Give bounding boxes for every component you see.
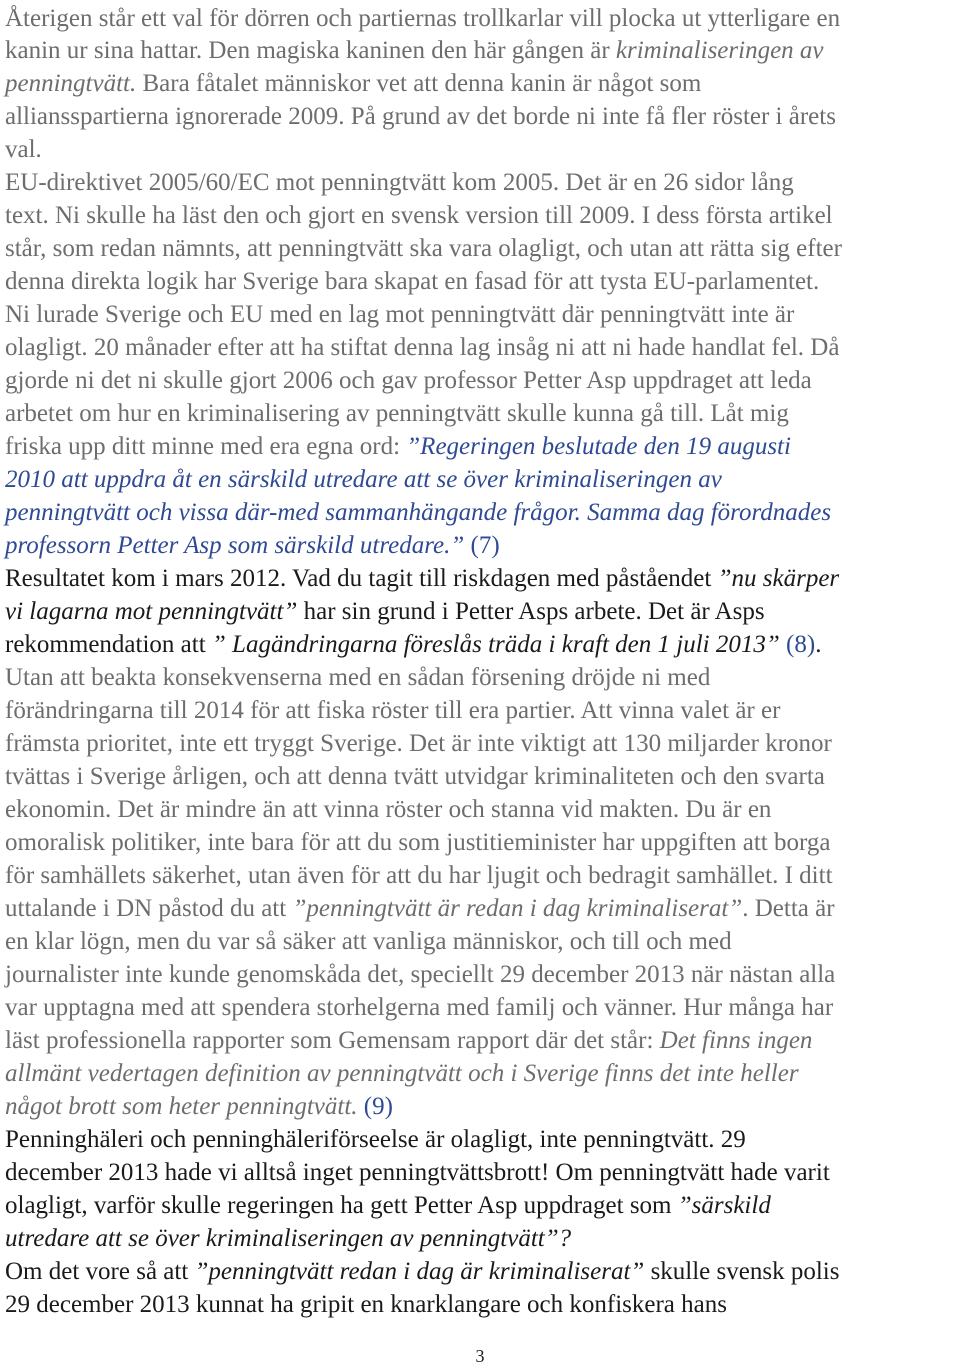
text-line bbox=[5, 530, 500, 562]
text-segment: EU-direktivet 2005/60/EC mot penningtvätt kom 2005. Det är en 26 sidor lång bbox=[5, 169, 794, 196]
text-line bbox=[5, 629, 821, 661]
reference-link[interactable]: professorn Petter Asp som särskild utredare.” bbox=[5, 532, 465, 559]
text-segment: rekommendation att bbox=[5, 631, 212, 658]
text-segment: olagligt, varför skulle regeringen ha gett Petter Asp uppdraget som bbox=[5, 1192, 678, 1219]
text-segment: står, som redan nämnts, att penningtvätt ska vara olagligt, och utan att rätta sig efter bbox=[5, 235, 842, 262]
text-line bbox=[5, 794, 771, 826]
text-segment: ”nu skärper bbox=[717, 565, 840, 592]
text-segment: Det finns ingen bbox=[659, 1027, 813, 1054]
text-line bbox=[5, 1190, 771, 1222]
text-segment: . Detta är bbox=[742, 895, 835, 922]
text-line bbox=[5, 992, 833, 1024]
text-segment: journalister inte kunde genomskåda det, speciellt 29 december 2013 när nästan alla bbox=[5, 961, 836, 988]
text-segment: en klar lögn, men du var så säker att vanliga människor, och till och med bbox=[5, 928, 732, 955]
text-line bbox=[5, 1256, 839, 1288]
text-line bbox=[5, 332, 839, 364]
text-segment: denna direkta logik har Sverige bara skapat en fasad för att tysta EU-parlamentet. bbox=[5, 268, 820, 295]
text-line bbox=[5, 1157, 830, 1189]
reference-link[interactable]: penningtvätt och vissa där-med sammanhängande frågor. Samma dag förordnades bbox=[5, 499, 832, 526]
text-segment: december 2013 hade vi alltså inget penningtvättsbrott! Om penningtvätt hade varit bbox=[5, 1159, 830, 1186]
text-segment: . bbox=[815, 631, 822, 658]
text-segment: Resultatet kom i mars 2012. Vad du tagit till riskdagen med påståendet bbox=[5, 565, 718, 592]
text-segment: vi lagarna mot penningtvätt” bbox=[5, 598, 298, 625]
reference-link[interactable]: (7) bbox=[464, 532, 500, 559]
text-line bbox=[5, 299, 794, 331]
text-line bbox=[5, 695, 780, 727]
text-segment: ”penningtvätt är redan i dag kriminaliserat” bbox=[292, 895, 743, 922]
page-number: 3 bbox=[475, 1346, 485, 1366]
text-segment: ”särskild bbox=[677, 1192, 771, 1219]
text-segment: omoralisk politiker, inte bara för att du som justitieminister har uppgiften att borga bbox=[5, 829, 831, 856]
text-segment: förändringarna till 2014 för att fiska röster till era partier. Att vinna valet är er bbox=[5, 697, 781, 724]
text-segment: friska upp ditt minne med era egna ord: bbox=[5, 433, 407, 460]
text-segment: Penninghäleri och penninghäleriförseelse är olagligt, inte penningtvätt. 29 bbox=[5, 1126, 746, 1153]
text-segment: val. bbox=[5, 136, 42, 163]
text-line bbox=[5, 1289, 727, 1321]
text-segment: var upptagna med att spendera storhelgerna med familj och vänner. Hur många har bbox=[5, 994, 834, 1021]
text-segment: Ni lurade Sverige och EU med en lag mot penningtvätt där penningtvätt inte är bbox=[5, 301, 795, 328]
text-segment: penningtvätt. bbox=[5, 70, 137, 97]
text-line bbox=[5, 1091, 393, 1123]
text-line bbox=[5, 497, 831, 529]
text-line bbox=[5, 761, 825, 793]
text-segment: har sin grund i Petter Asps arbete. Det är Asps bbox=[297, 598, 765, 625]
reference-link[interactable]: (8) bbox=[779, 631, 816, 658]
text-segment: olagligt. 20 månader efter att ha stiftat denna lag insåg ni att ni hade handlat fel. Då bbox=[5, 334, 840, 361]
text-line bbox=[5, 596, 765, 628]
text-line bbox=[5, 365, 812, 397]
text-line bbox=[5, 464, 722, 496]
reference-link[interactable]: 2010 att uppdra åt en särskild utredare att se över kriminaliseringen av bbox=[5, 466, 722, 493]
text-line bbox=[5, 398, 789, 430]
text-segment: Bara fåtalet människor vet att denna kanin är något som bbox=[136, 70, 702, 97]
reference-link[interactable]: ”Regeringen beslutade den 19 augusti bbox=[406, 433, 791, 460]
text-segment: Utan att beakta konsekvenserna med en sådan försening dröjde ni med bbox=[5, 664, 711, 691]
text-line bbox=[5, 563, 839, 595]
text-segment: Om det vore så att bbox=[5, 1258, 195, 1285]
text-segment: skulle svensk polis bbox=[644, 1258, 840, 1285]
text-line bbox=[5, 35, 824, 67]
text-line bbox=[5, 134, 42, 166]
text-segment: läst professionella rapporter som Gemensam rapport där det står: bbox=[5, 1027, 660, 1054]
text-line bbox=[5, 1223, 571, 1255]
text-segment: kanin ur sina hattar. Den magiska kaninen den här gången är bbox=[5, 37, 616, 64]
text-line bbox=[5, 728, 832, 760]
text-segment: kriminaliseringen av bbox=[615, 37, 824, 64]
text-line bbox=[5, 860, 833, 892]
text-segment: gjorde ni det ni skulle gjort 2006 och gav professor Petter Asp uppdraget att leda bbox=[5, 367, 812, 394]
text-segment: för samhällets säkerhet, utan även för att du har ljugit och bedragit samhället. I ditt bbox=[5, 862, 833, 889]
text-segment: ”penningtvätt redan i dag är kriminaliserat” bbox=[194, 1258, 645, 1285]
text-line bbox=[5, 167, 794, 199]
text-line bbox=[5, 1058, 799, 1090]
text-line bbox=[5, 233, 842, 265]
text-segment: tvättas i Sverige årligen, och att denna tvätt utvidgar kriminaliteten och den svarta bbox=[5, 763, 825, 790]
text-line bbox=[5, 827, 830, 859]
text-line bbox=[5, 101, 836, 133]
text-line bbox=[5, 1124, 746, 1156]
text-line bbox=[5, 893, 835, 925]
text-segment: utredare att se över kriminaliseringen av penningtvätt”? bbox=[5, 1225, 572, 1252]
text-line bbox=[5, 959, 835, 991]
text-line bbox=[5, 200, 833, 232]
text-line bbox=[5, 662, 710, 694]
text-line bbox=[5, 3, 840, 35]
text-line bbox=[5, 431, 791, 463]
text-segment: alliansspartierna ignorerade 2009. På grund av det borde ni inte få fler röster i årets bbox=[5, 103, 836, 130]
text-segment: allmänt vedertagen definition av penningtvätt och i Sverige finns det inte heller bbox=[5, 1060, 799, 1087]
text-segment: ekonomin. Det är mindre än att vinna röster och stanna vid makten. Du är en bbox=[5, 796, 772, 823]
text-segment: text. Ni skulle ha läst den och gjort en svensk version till 2009. I dess första artikel bbox=[5, 202, 833, 229]
text-line bbox=[5, 266, 819, 298]
text-line bbox=[5, 926, 732, 958]
reference-link[interactable]: (9) bbox=[357, 1093, 393, 1120]
text-segment: ” Lagändringarna föreslås träda i kraft den 1 juli 2013” bbox=[211, 631, 780, 658]
text-line bbox=[5, 68, 701, 100]
text-segment: uttalande i DN påstod du att bbox=[5, 895, 293, 922]
text-segment: Återigen står ett val för dörren och partiernas trollkarlar vill plocka ut ytterligare en bbox=[5, 5, 841, 32]
text-segment: främsta prioritet, inte ett tryggt Sverige. Det är inte viktigt att 130 miljarder kronor bbox=[5, 730, 832, 757]
text-line bbox=[5, 1025, 812, 1057]
text-segment: 29 december 2013 kunnat ha gripit en knarklangare och konfiskera hans bbox=[5, 1291, 727, 1318]
text-segment: något brott som heter penningtvätt. bbox=[5, 1093, 358, 1120]
text-segment: arbetet om hur en kriminalisering av penningtvätt skulle kunna gå till. Låt mig bbox=[5, 400, 789, 427]
